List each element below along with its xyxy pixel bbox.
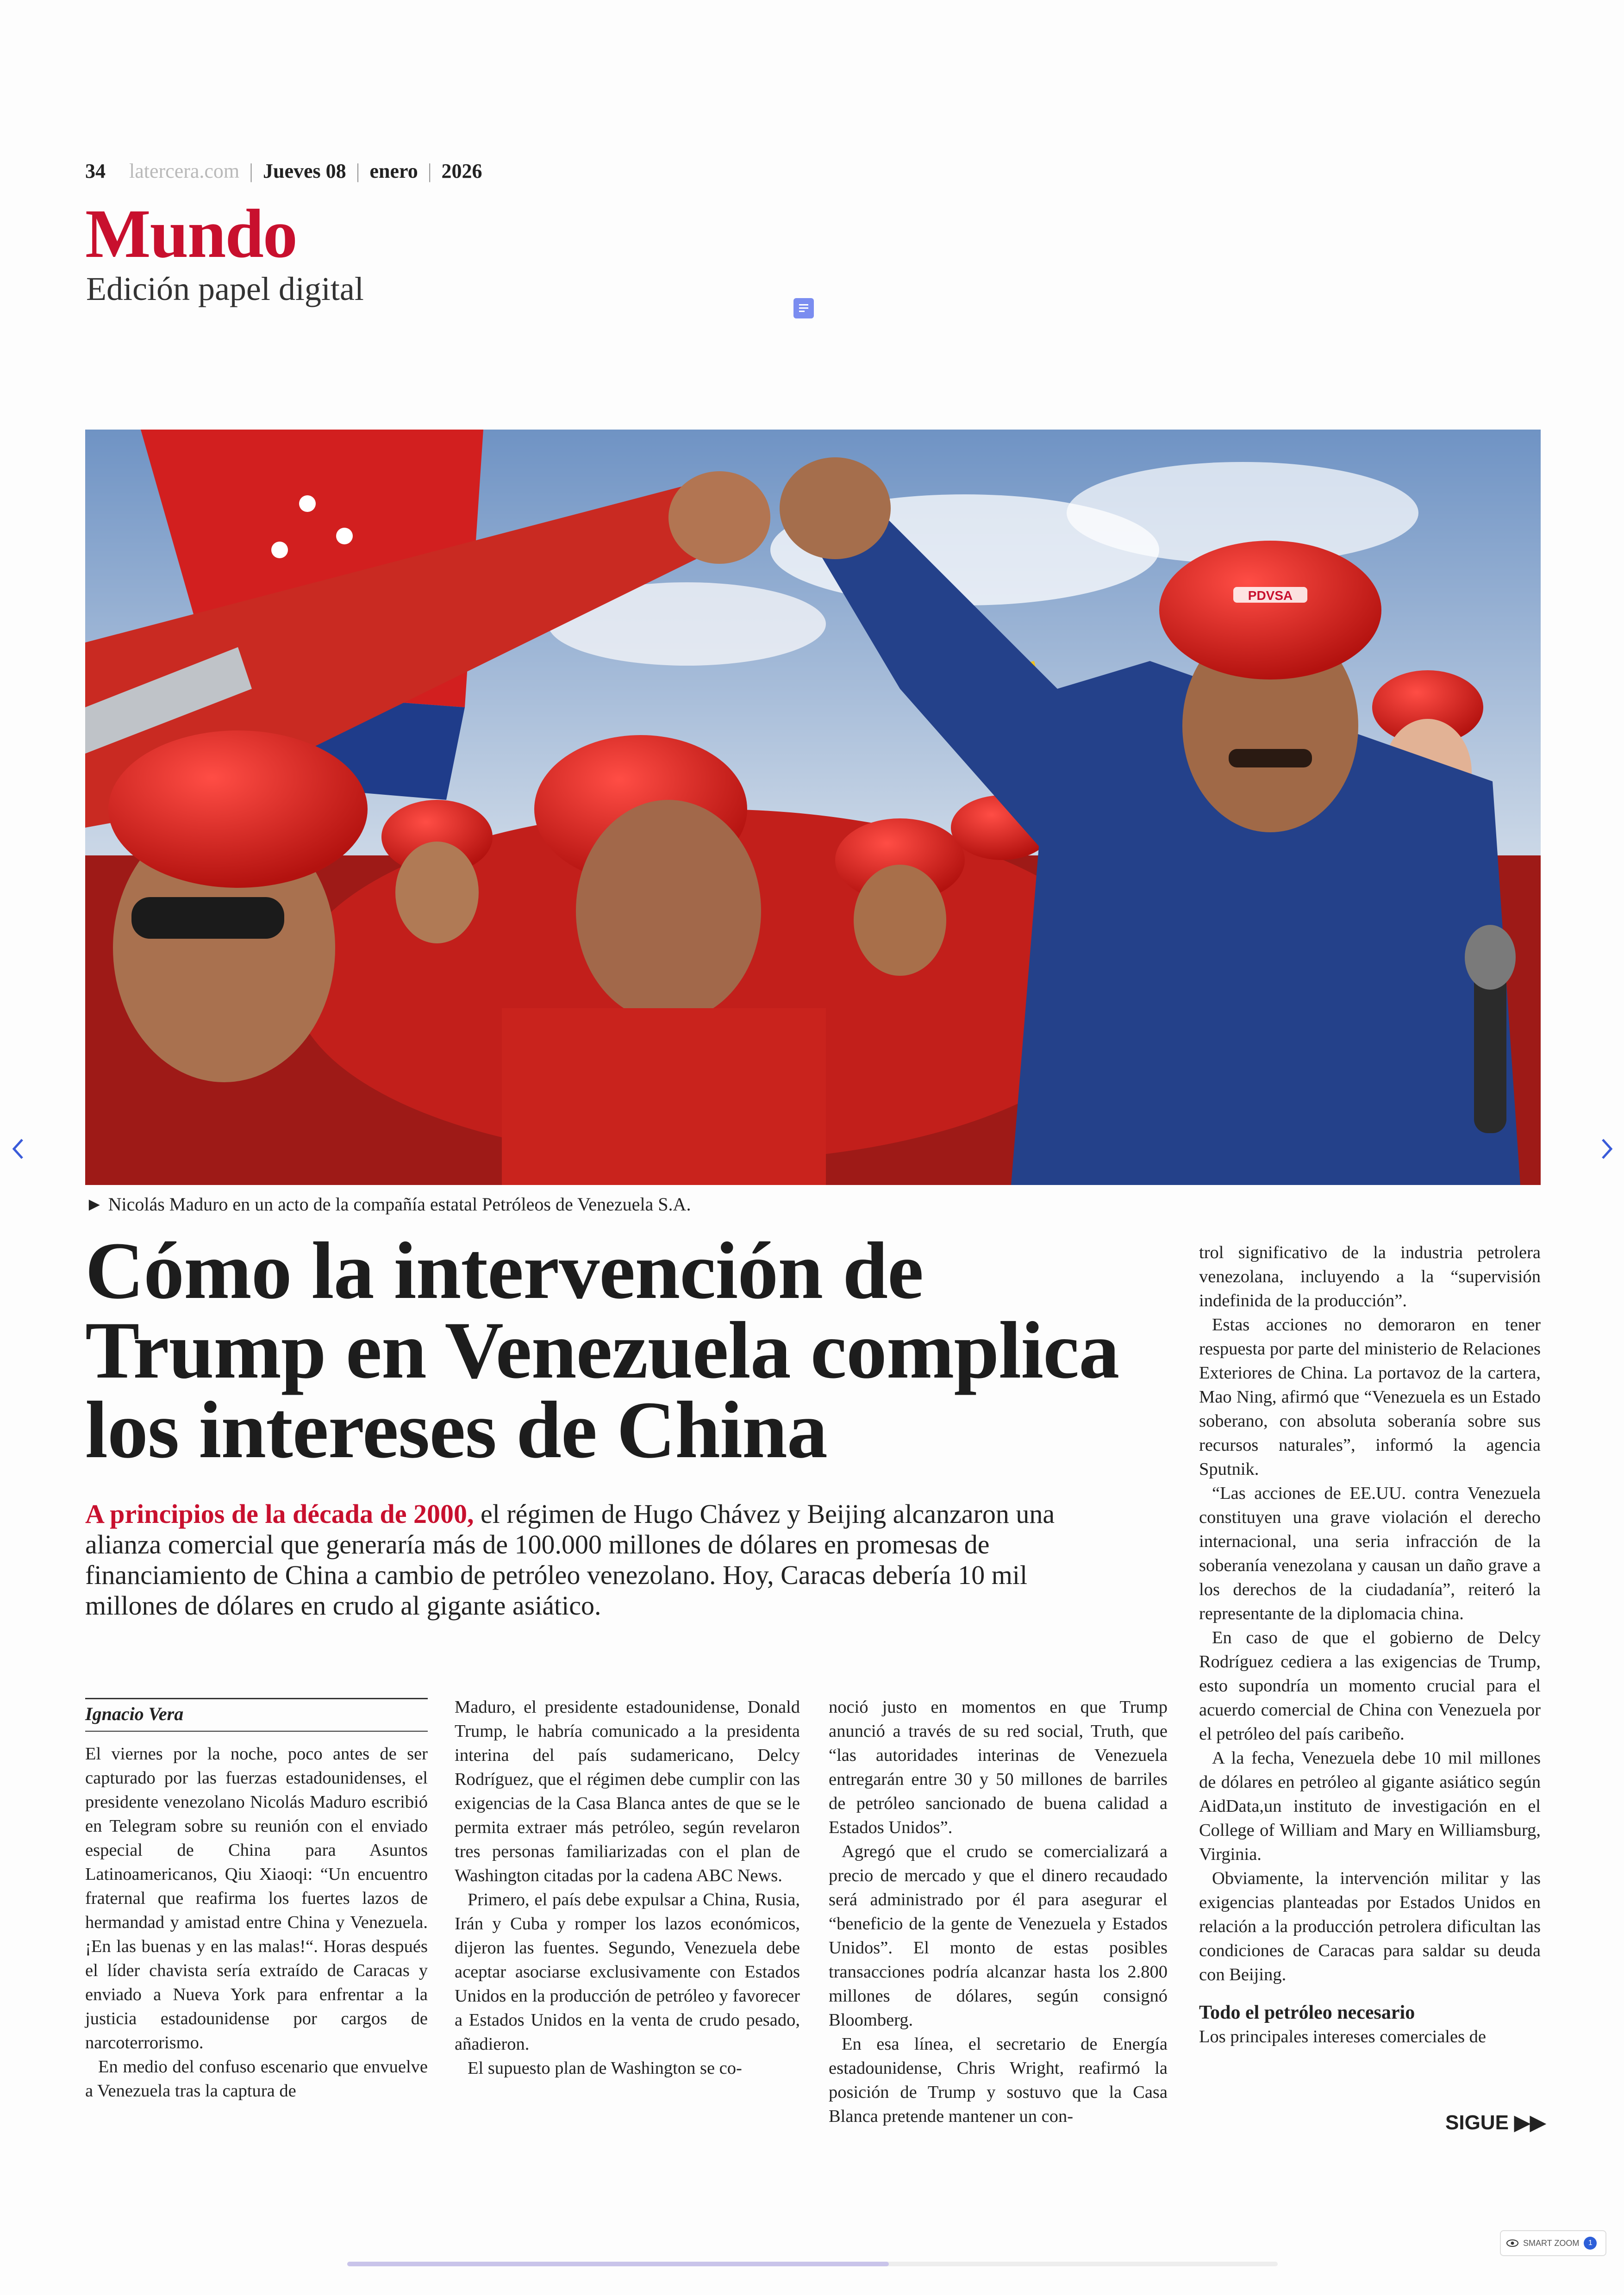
body-paragraph: Obviamente, la intervención militar y las exigencias planteadas por Estados Unidos en relación a la producción petrolera dificultan las condiciones de Caracas para saldar su deuda con Beijing.: [1199, 1869, 1541, 1984]
page-scroll-thumb[interactable]: [347, 2262, 889, 2266]
article-column-3: [829, 1695, 1168, 2128]
body-paragraph: El viernes por la noche, poco antes de ser capturado por las fuerzas estadounidenses, el presidente venezolano Nicolás Maduro escribió en Telegram sobre su reunión con el enviado especial de China para Asuntos Latinoamericanos, Qiu Xiaoqi: “Un encuentro fraternal que reafirma los fuertes lazos de hermandad y amistad entre China y Venezuela. ¡En las buenas y en las malas!“. Horas después el líder chavista sería extraído de Caracas y enviado a Nueva York para enfrentar a la justicia estadounidense por cargos de narcoterrorismo.: [85, 1744, 428, 2052]
issue-month: enero: [369, 160, 418, 182]
note-icon[interactable]: [793, 298, 814, 318]
article-lede: [85, 1499, 1081, 1621]
issue-year: 2026: [441, 160, 482, 182]
body-paragraph: En medio del confuso escenario que envuelve a Venezuela tras la captura de: [85, 2057, 428, 2101]
body-paragraph: En caso de que el gobierno de Delcy Rodríguez cediera a las exigencias de Trump, esto supondría un momento crucial para el acuerdo comercial de China con Venezuela por el petróleo del país caribeño.: [1199, 1628, 1541, 1744]
body-paragraph: “Las acciones de EE.UU. contra Venezuela constituyen una grave violación el derecho internacional, una seria infracción de la soberanía venezolana y causan un daño grave a los derechos de la ciudadanía”, reiteró la representante de la diplomacia china.: [1199, 1484, 1541, 1623]
body-paragraph: A la fecha, Venezuela debe 10 mil millones de dólares en petróleo al gigante asiático según AidData,un instituto de investigación en el College of William and Mary en Williamsburg, Virginia.: [1199, 1748, 1541, 1864]
body-paragraph: El supuesto plan de Washington se co-: [468, 2058, 742, 2078]
previous-page-button[interactable]: [5, 1126, 32, 1172]
smart-zoom-label: SMART ZOOM: [1523, 2238, 1580, 2248]
page-folio: [85, 159, 482, 183]
body-paragraph: Estas acciones no demoraron en tener respuesta por parte del ministerio de Relaciones Exteriores de China. La portavoz de la cartera, Mao Ning, afirmó que “Venezuela es un Estado soberano, con absoluta soberanía sobre sus recursos naturales”, informó la agencia Sputnik.: [1199, 1315, 1541, 1479]
separator: |: [427, 160, 432, 182]
article-headline: Cómo la intervención de Trump en Venezuela complica los intereses de China: [85, 1226, 1119, 1475]
separator: |: [249, 160, 253, 182]
lede-text: el régimen de Hugo Chávez y Beijing alcanzaron una alianza comercial que generaría más de 100.000 millones de dólares en promesas de financiamiento de China a cambio de petróleo venezolano. Hoy, Caracas debería 10 mil millones de dólares en crudo al gigante asiático.: [85, 1499, 1055, 1621]
body-paragraph: noció justo en momentos en que Trump anunció a través de su red social, Truth, que “las autoridades interinas de Venezuela entregarán entre 30 y 50 millones de barriles de petróleo sancionado de buena calidad a Estados Unidos”.: [829, 1697, 1168, 1837]
lede-lead-in: A principios de la década de 2000,: [85, 1499, 474, 1529]
body-paragraph: Los principales intereses comerciales de: [1199, 2027, 1487, 2046]
byline: Ignacio Vera: [85, 1698, 428, 1732]
body-paragraph: trol significativo de la industria petrolera venezolana, incluyendo a la “supervisión indefinida de la producción”.: [1199, 1243, 1541, 1310]
chevron-left-icon: [9, 1135, 28, 1163]
helmet-logo-text: PDVSA: [1248, 588, 1293, 603]
body-paragraph: En esa línea, el secretario de Energía estadounidense, Chris Wright, reafirmó la posición de Trump y sostuvo que la Casa Blanca pretende mantener un con-: [829, 2034, 1168, 2126]
chevron-right-icon: [1597, 1135, 1616, 1163]
article-column-2: [455, 1695, 800, 2080]
body-paragraph: Primero, el país debe expulsar a China, Rusia, Irán y Cuba y romper los lazos económicos, dijeron las fuentes. Segundo, Venezuela debe aceptar asociarse exclusivamente con Estados Unidos en la producción de petróleo y favorecer a Estados Unidos en la venta de crudo pesado, añadieron.: [455, 1890, 800, 2054]
site-name: latercera.com: [129, 160, 240, 182]
article-column-1: [85, 1698, 428, 2103]
body-paragraph: Agregó que el crudo se comercializará a precio de mercado y que el dinero recaudado será administrado por él para asegurar el “beneficio de la gente de Venezuela y Estados Unidos”. El monto de estas posibles transacciones podría alcanzar hasta los 2.800 millones de dólares, según consignó Bloomberg.: [829, 1842, 1168, 2030]
smart-zoom-badge: 1: [1584, 2237, 1597, 2250]
page-number: 34: [85, 160, 106, 182]
article-subhead: Todo el petróleo necesario: [1199, 2002, 1415, 2023]
separator: |: [356, 160, 360, 182]
next-page-button[interactable]: [1593, 1126, 1620, 1172]
body-paragraph: Maduro, el presidente estadounidense, Donald Trump, le habría comunicado a la presidenta interina del país sudamericano, Delcy Rodríguez, que el régimen debe cumplir con las exigencias de la Casa Blanca antes de que se le permita extraer más petróleo, según revelaron tres personas familiarizadas con el plan de Washington citadas por la cadena ABC News.: [455, 1697, 800, 1885]
article-column-4: [1199, 1241, 1541, 2049]
section-title: Mundo: [85, 195, 297, 272]
eye-icon: [1506, 2239, 1518, 2247]
issue-day: Jueves 08: [262, 160, 346, 182]
article-photo: [85, 430, 1541, 1185]
smart-zoom-button[interactable]: [1500, 2230, 1606, 2256]
continue-link[interactable]: SIGUE ▶▶: [1445, 2111, 1546, 2134]
edition-label: Edición papel digital: [86, 270, 364, 307]
photo-caption: ► Nicolás Maduro en un acto de la compañía estatal Petróleos de Venezuela S.A.: [85, 1194, 691, 1215]
